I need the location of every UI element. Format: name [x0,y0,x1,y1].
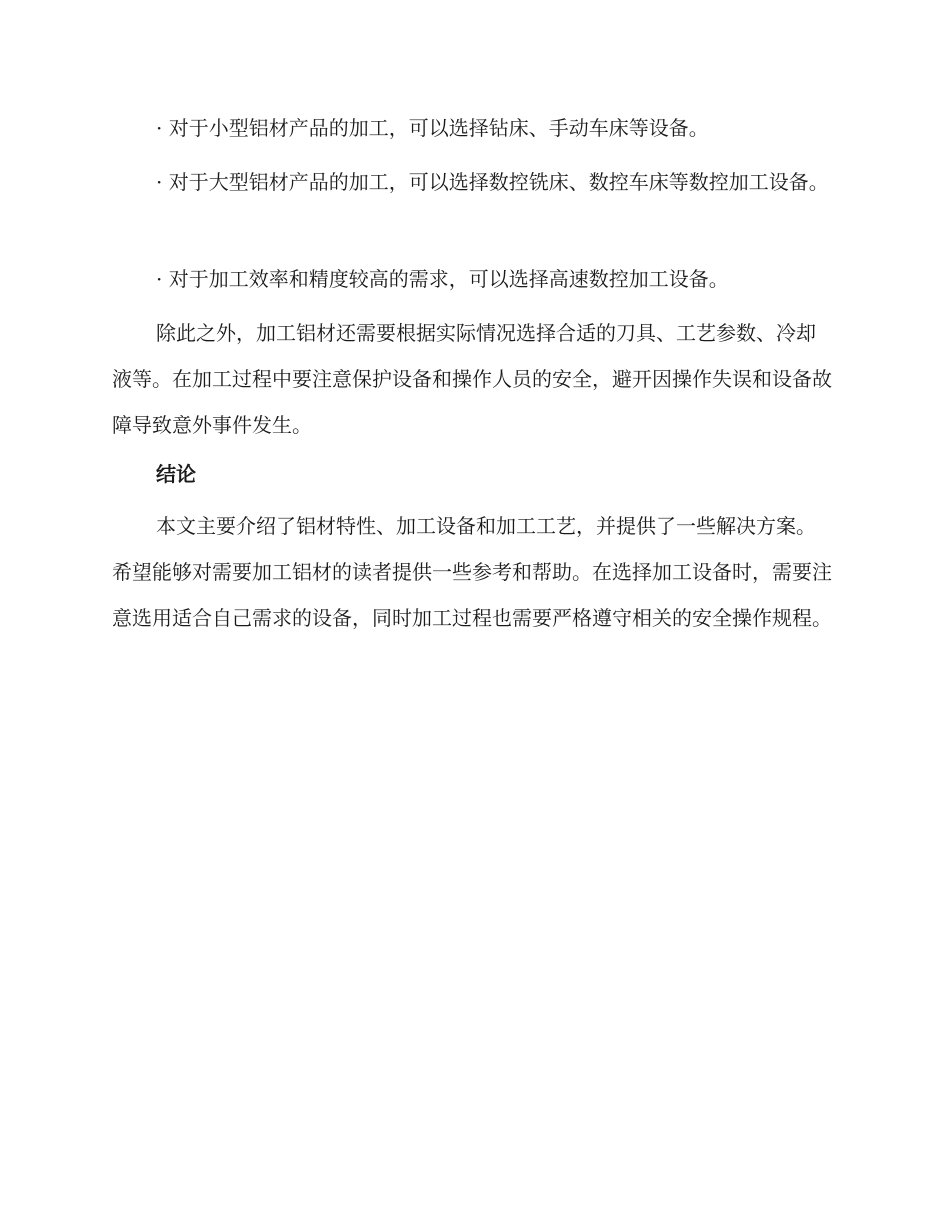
paragraph-tools-safety: 除此之外，加工铝材还需要根据实际情况选择合适的刀具、工艺参数、冷却液等。在加工过程中要注意保护设备和操作人员的安全，避开因操作失误和设备故障导致意外事件发生。 [112,321,832,437]
bullet-small-products: · 对于小型铝材产品的加工，可以选择钻床、手动车床等设备。 [156,116,709,140]
bullet-large-products: · 对于大型铝材产品的加工，可以选择数控铣床、数控车床等数控加工设备。 [156,170,829,194]
conclusion-heading: 结论 [156,462,196,486]
conclusion-paragraph: 本文主要介绍了铝材特性、加工设备和加工工艺，并提供了一些解决方案。希望能够对需要加工铝材的读者提供一些参考和帮助。在选择加工设备时，需要注意选用适合自己需求的设备，同时加工过程也需要严格遵守相关的安全操作规程。 [112,514,832,630]
bullet-high-precision: · 对于加工效率和精度较高的需求，可以选择高速数控加工设备。 [156,267,729,291]
